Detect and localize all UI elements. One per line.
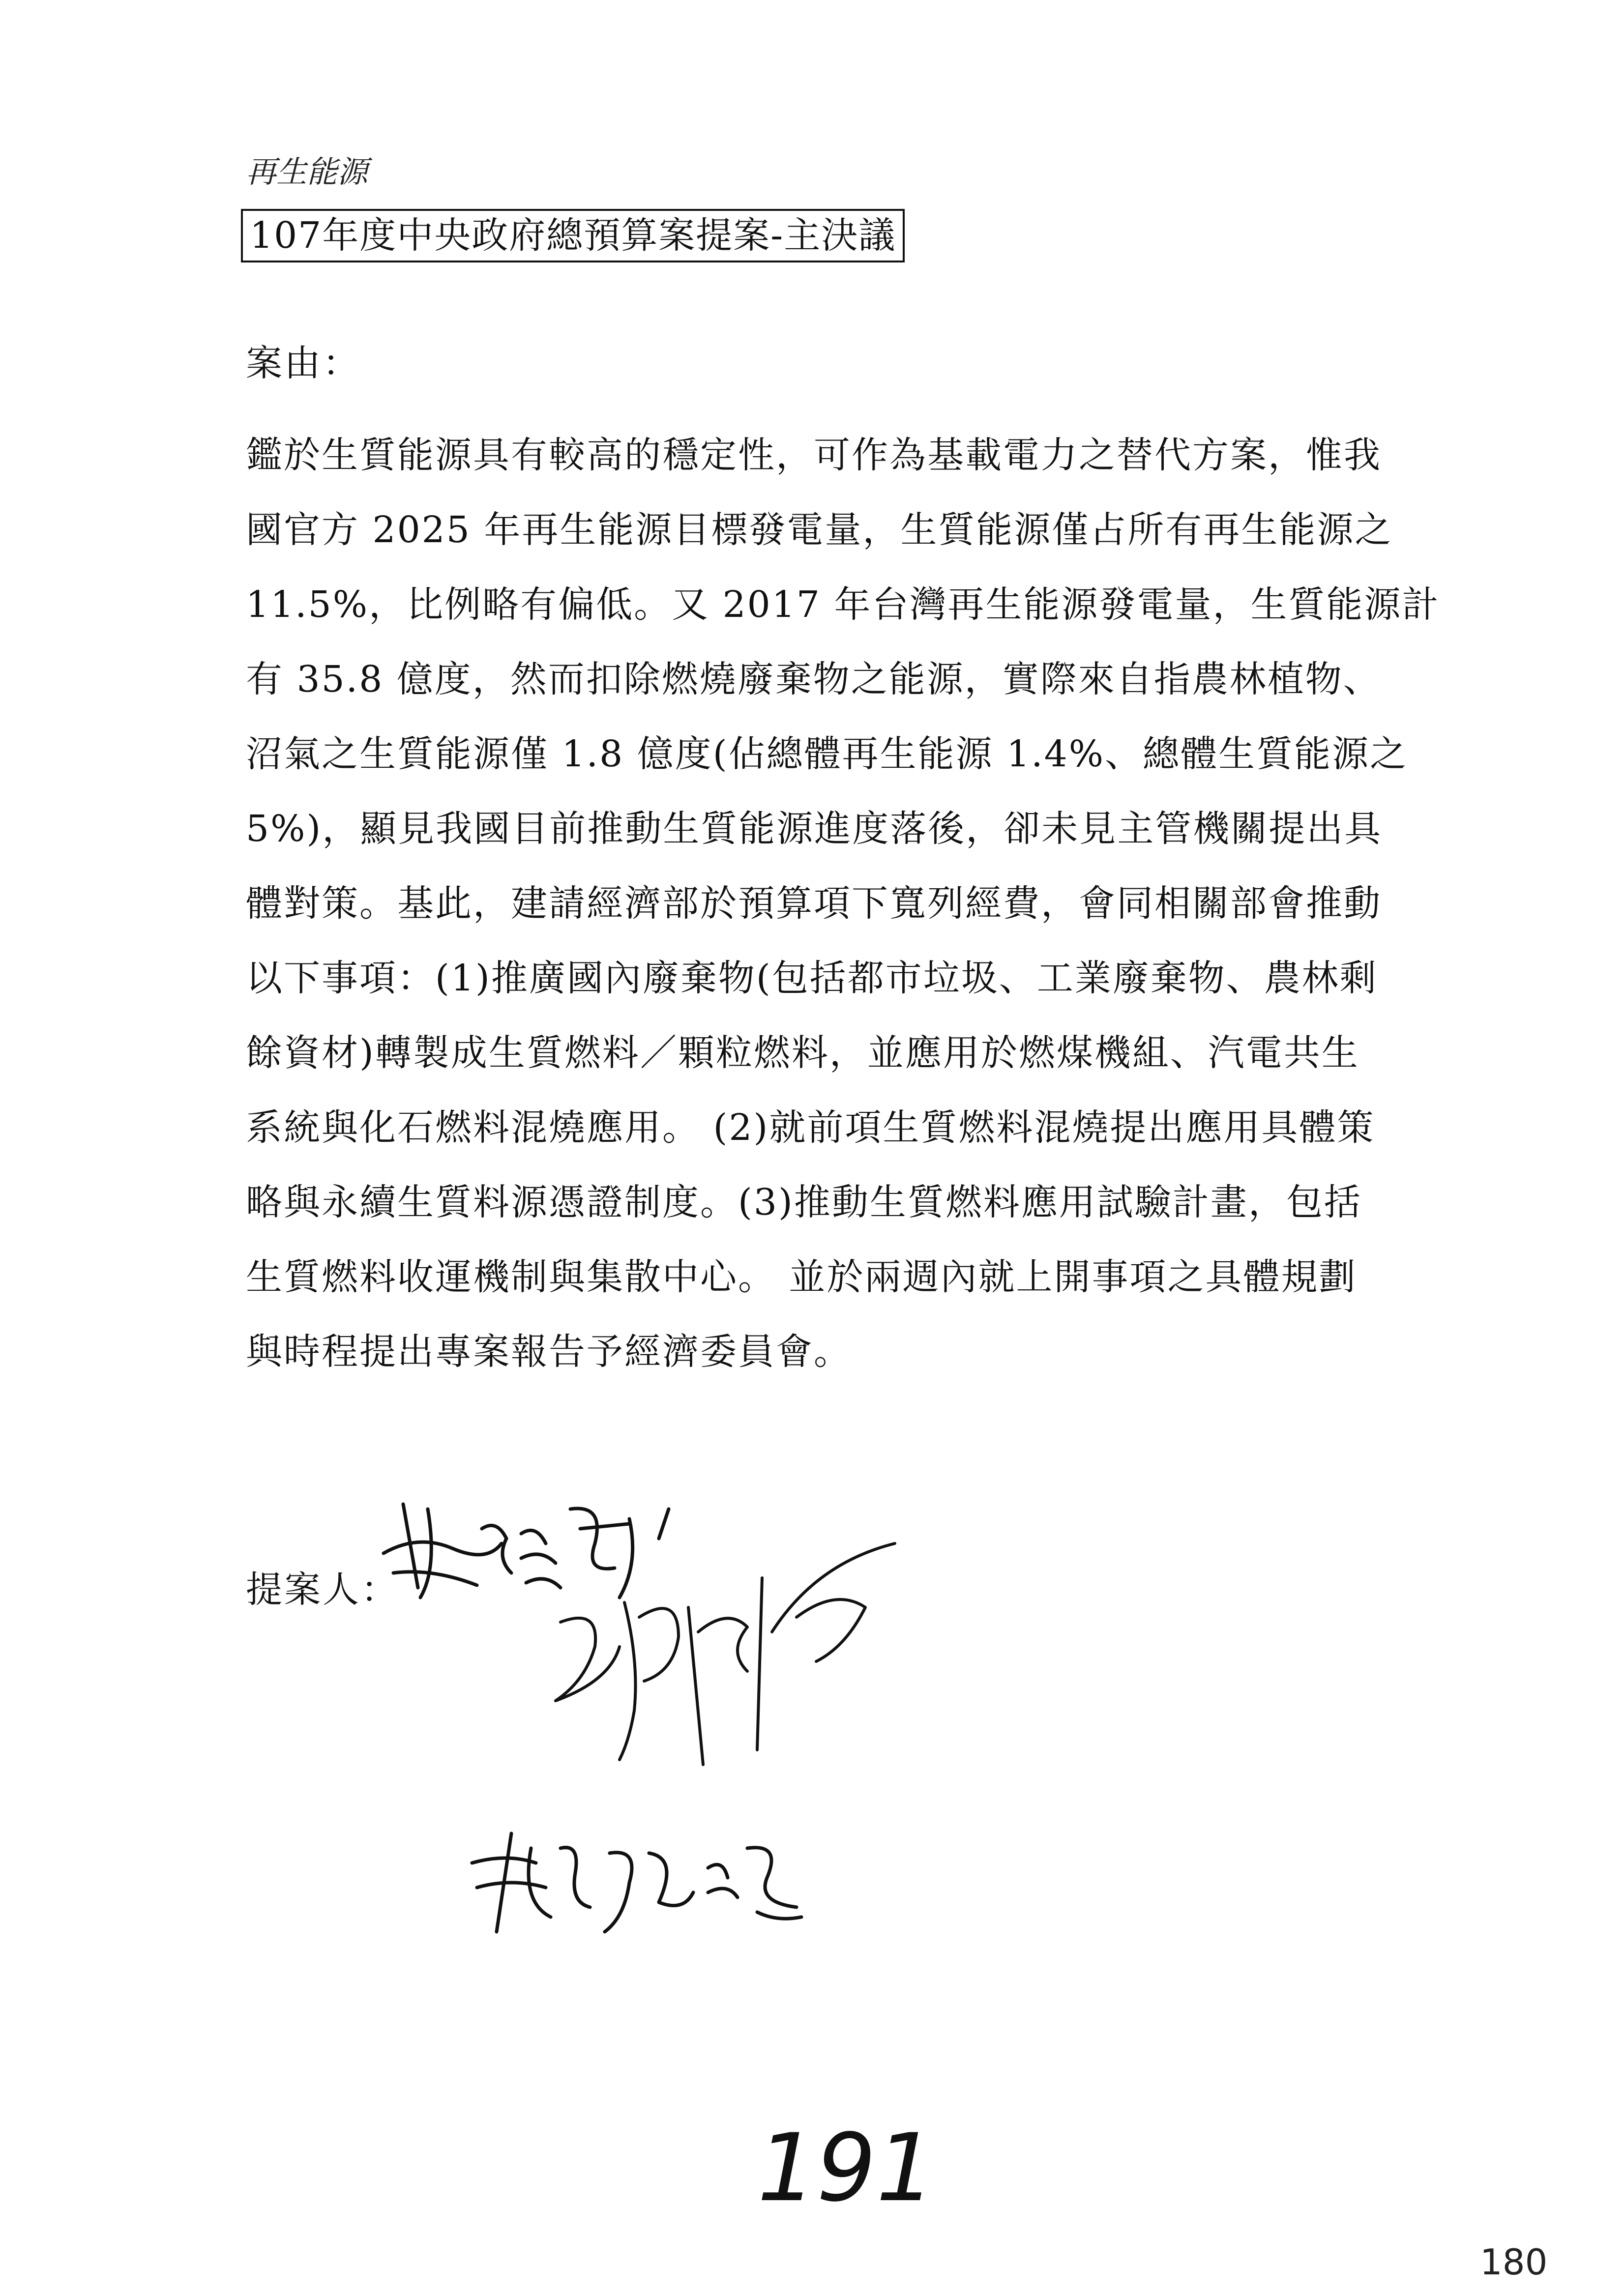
body-line: 國官方 2025 年再生能源目標發電量，生質能源僅占所有再生能源之 — [246, 509, 1393, 551]
body-line: 有 35.8 億度，然而扣除燃燒廢棄物之能源，實際來自指農林植物、 — [246, 658, 1381, 700]
body-text — [246, 418, 1440, 1389]
document-title: 107年度中央政府總預算案提案-主決議 — [241, 209, 905, 262]
handwritten-note: 再生能源 — [246, 154, 368, 190]
body-line: 11.5%，比例略有偏低。又 2017 年台灣再生能源發電量，生質能源計 — [246, 583, 1440, 626]
page-number-corner: 180 — [1480, 2241, 1548, 2283]
body-line: 沼氣之生質能源僅 1.8 億度(佔總體再生能源 1.4%、總體生質能源之 — [246, 733, 1408, 775]
body-line: 鑑於生質能源具有較高的穩定性，可作為基載電力之替代方案，惟我 — [246, 434, 1382, 476]
body-line: 與時程提出專案報告予經濟委員會。 — [246, 1331, 852, 1373]
body-line: 5%)，顯見我國目前推動生質能源進度落後，卻未見主管機關提出具 — [246, 808, 1383, 850]
signature-3 — [462, 1819, 816, 1947]
reason-label: 案由： — [246, 342, 361, 384]
signature-2 — [541, 1534, 944, 1789]
body-line: 略與永續生質料源憑證制度。(3)推動生質燃料應用試驗計畫，包括 — [246, 1181, 1362, 1223]
body-line: 餘資材)轉製成生質燃料／顆粒燃料，並應用於燃煤機組、汽電共生 — [246, 1032, 1359, 1074]
body-line: 以下事項：(1)推廣國內廢棄物(包括都市垃圾、工業廢棄物、農林剩 — [246, 957, 1378, 999]
page-number-handwritten: 191 — [757, 2114, 936, 2222]
body-line: 生質燃料收運機制與集散中心。 並於兩週內就上開事項之具體規劃 — [246, 1256, 1357, 1298]
body-line: 體對策。基此，建請經濟部於預算項下寬列經費，會同相關部會推動 — [246, 882, 1382, 925]
proposer-label: 提案人： — [246, 1569, 399, 1611]
body-line: 系統與化石燃料混燒應用。 (2)就前項生質燃料混燒提出應用具體策 — [246, 1106, 1375, 1149]
